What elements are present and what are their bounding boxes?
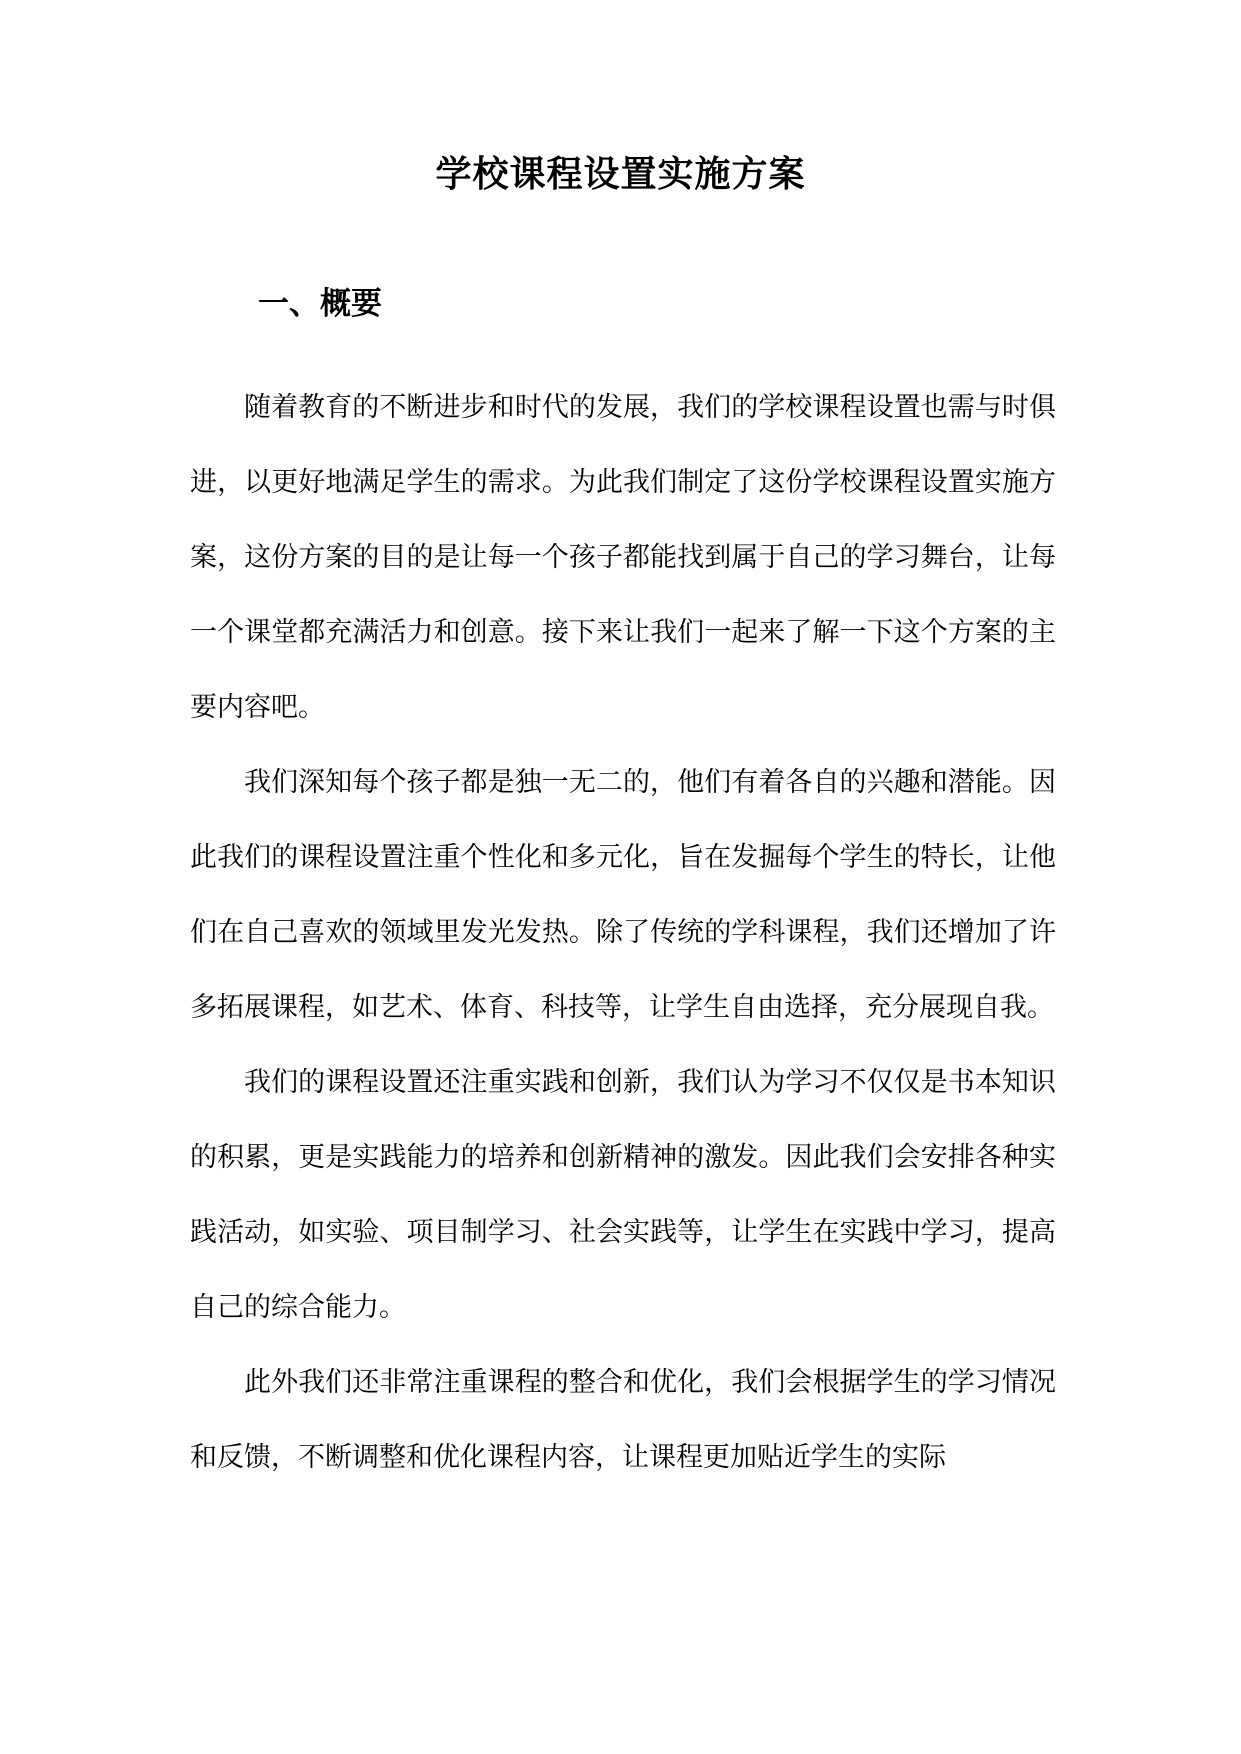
- section-body: [190, 370, 1056, 1495]
- paragraph: 我们深知每个孩子都是独一无二的，他们有着各自的兴趣和潜能。因此我们的课程设置注重个性化和多元化，旨在发掘每个学生的特长，让他们在自己喜欢的领域里发光发热。除了传统的学科课程，我们还增加了许多拓展课程，如艺术、体育、科技等，让学生自由选择，充分展现自我。: [190, 767, 1056, 1023]
- paragraph: 我们的课程设置还注重实践和创新，我们认为学习不仅仅是书本知识的积累，更是实践能力的培养和创新精神的激发。因此我们会安排各种实践活动，如实验、项目制学习、社会实践等，让学生在实践中学习，提高自己的综合能力。: [190, 1067, 1056, 1323]
- section-heading: 一、概要: [258, 286, 382, 322]
- paragraph: 随着教育的不断进步和时代的发展，我们的学校课程设置也需与时俱进，以更好地满足学生的需求。为此我们制定了这份学校课程设置实施方案，这份方案的目的是让每一个孩子都能找到属于自己的学习舞台，让每一个课堂都充满活力和创意。接下来让我们一起来了解一下这个方案的主要内容吧。: [190, 392, 1056, 723]
- document-title: 学校课程设置实施方案: [435, 154, 806, 195]
- paragraph: 此外我们还非常注重课程的整合和优化，我们会根据学生的学习情况和反馈，不断调整和优化课程内容，让课程更加贴近学生的实际: [190, 1367, 1056, 1473]
